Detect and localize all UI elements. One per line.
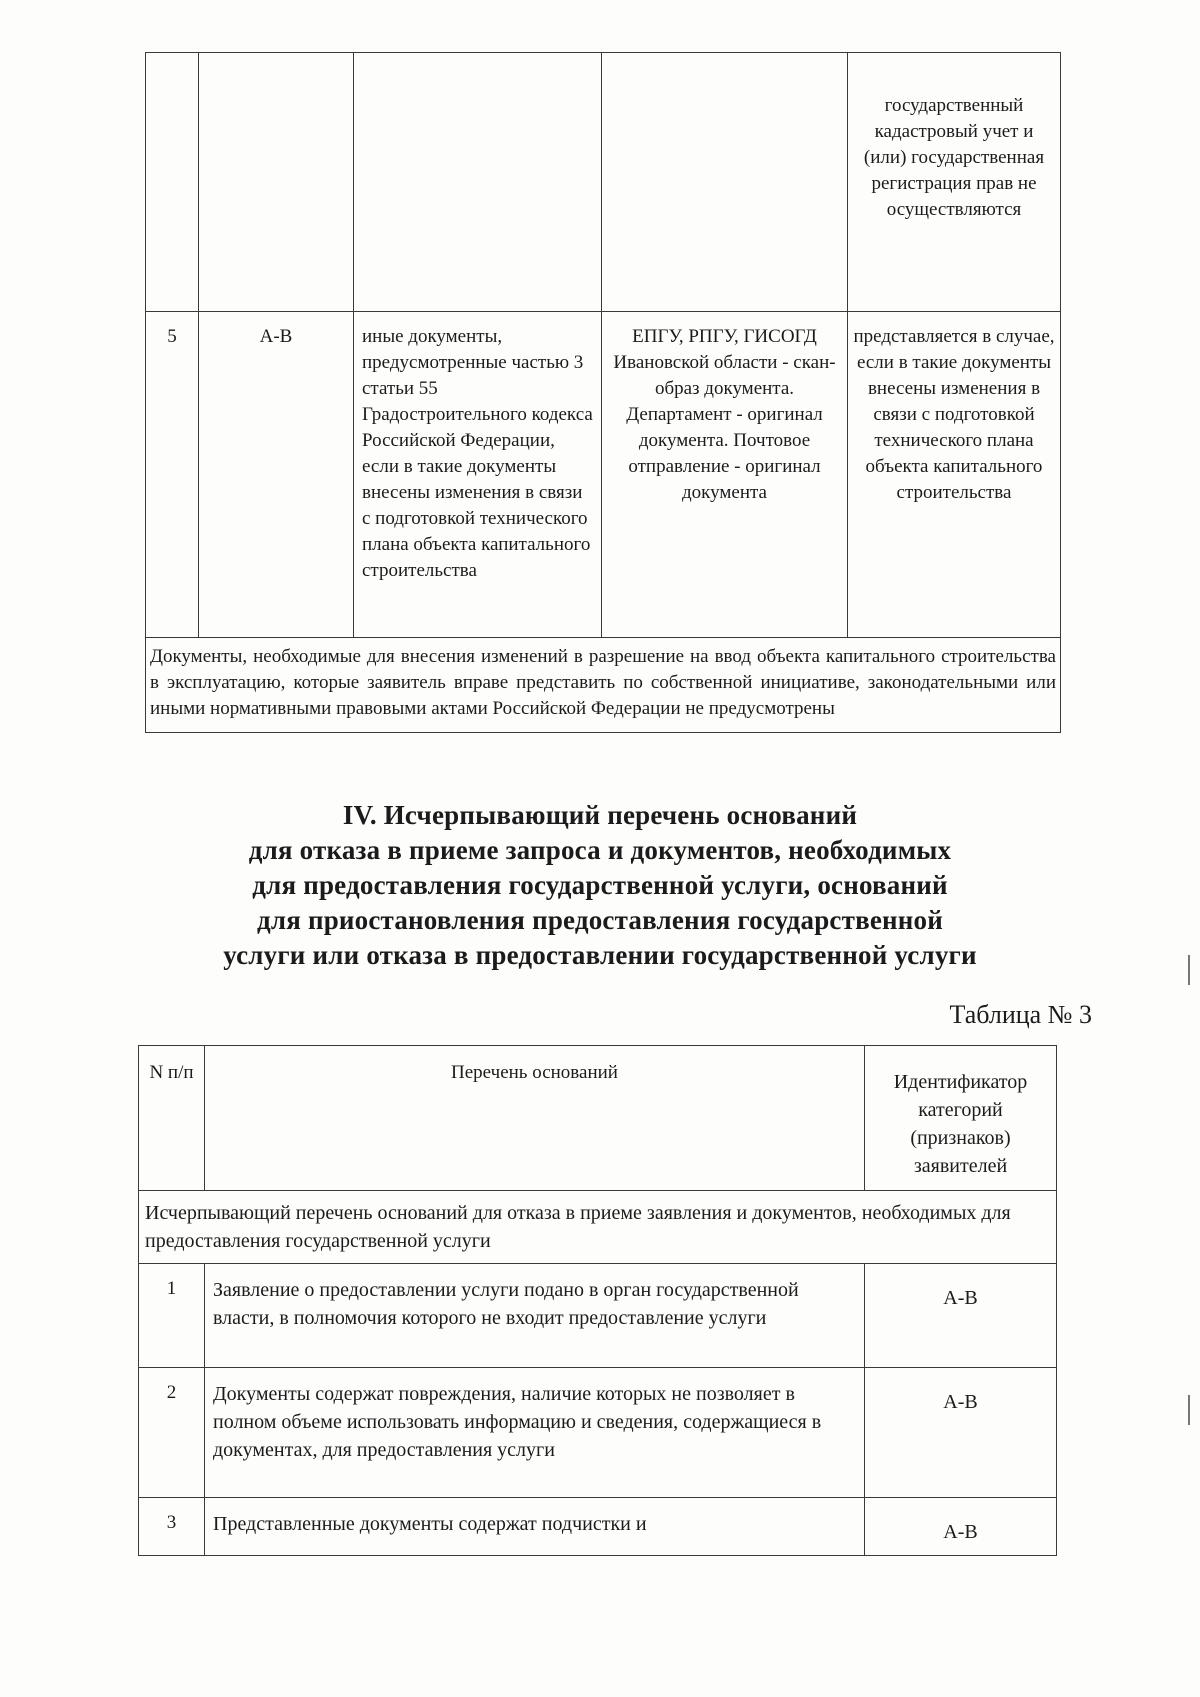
header-identifier: Идентификатор категорий (признаков) заявителей xyxy=(865,1046,1057,1191)
heading-line: для предоставления государственной услуги, оснований xyxy=(252,870,948,900)
grounds-table xyxy=(138,1045,1057,1556)
row-number: 3 xyxy=(139,1498,205,1556)
header-list: Перечень оснований xyxy=(205,1046,865,1191)
heading-line: IV. Исчерпывающий перечень оснований xyxy=(342,800,858,830)
documents-table xyxy=(145,52,1061,733)
table-row xyxy=(139,1368,1057,1498)
table-row xyxy=(139,1498,1057,1556)
ground-text: Представленные документы содержат подчистки и xyxy=(205,1498,865,1556)
heading-line: для приостановления предоставления государственной xyxy=(256,905,943,935)
document-name: иные документы, предусмотренные частью 3 статьи 55 Градостроительного кодекса Российской Федерации, если в такие документы внесены изменения в связи с подготовкой технического плана объекта капитального строительства xyxy=(354,312,602,638)
table-row xyxy=(146,638,1061,733)
applicant-id: А-В xyxy=(865,1498,1057,1556)
row-number: 1 xyxy=(139,1264,205,1368)
heading-line: услуги или отказа в предоставлении государственной услуги xyxy=(223,940,977,970)
submission-method: ЕПГУ, РПГУ, ГИСОГД Ивановской области - скан-образ документа. Департамент - оригинал документа. Почтовое отправление - оригинал документа xyxy=(602,312,848,638)
table-header-row xyxy=(139,1046,1057,1191)
applicant-id: А-В xyxy=(865,1368,1057,1498)
applicant-id: А-В xyxy=(199,312,354,638)
section-row-text: Исчерпывающий перечень оснований для отказа в приеме заявления и документов, необходимых для предоставления государственной услуги xyxy=(139,1191,1057,1264)
applicant-id: А-В xyxy=(865,1264,1057,1368)
table-row xyxy=(146,312,1061,638)
scan-mark xyxy=(1188,1395,1190,1425)
heading-line: для отказа в приеме запроса и документов, необходимых xyxy=(248,835,952,865)
section-row xyxy=(139,1191,1057,1264)
row-number: 5 xyxy=(146,312,199,638)
table-row xyxy=(146,53,1061,312)
note-cell: представляется в случае, если в такие документы внесены изменения в связи с подготовкой технического плана объекта капитального строительства xyxy=(848,312,1061,638)
header-number: N п/п xyxy=(139,1046,205,1191)
table-row xyxy=(139,1264,1057,1368)
table-footer-note: Документы, необходимые для внесения изменений в разрешение на ввод объекта капитального строительства в эксплуатацию, которые заявитель вправе представить по собственной инициативе, законодательными или иными нормативными правовыми актами Российской Федерации не предусмотрены xyxy=(146,638,1061,733)
table-label: Таблица № 3 xyxy=(949,1000,1092,1029)
note-cell: государственный кадастровый учет и (или) государственная регистрация прав не осуществляются xyxy=(848,53,1061,312)
section-heading xyxy=(150,798,1050,973)
row-number: 2 xyxy=(139,1368,205,1498)
ground-text: Документы содержат повреждения, наличие которых не позволяет в полном объеме использовать информацию и сведения, содержащиеся в документах, для предоставления услуги xyxy=(205,1368,865,1498)
scan-mark xyxy=(1188,955,1190,985)
ground-text: Заявление о предоставлении услуги подано в орган государственной власти, в полномочия которого не входит предоставление услуги xyxy=(205,1264,865,1368)
